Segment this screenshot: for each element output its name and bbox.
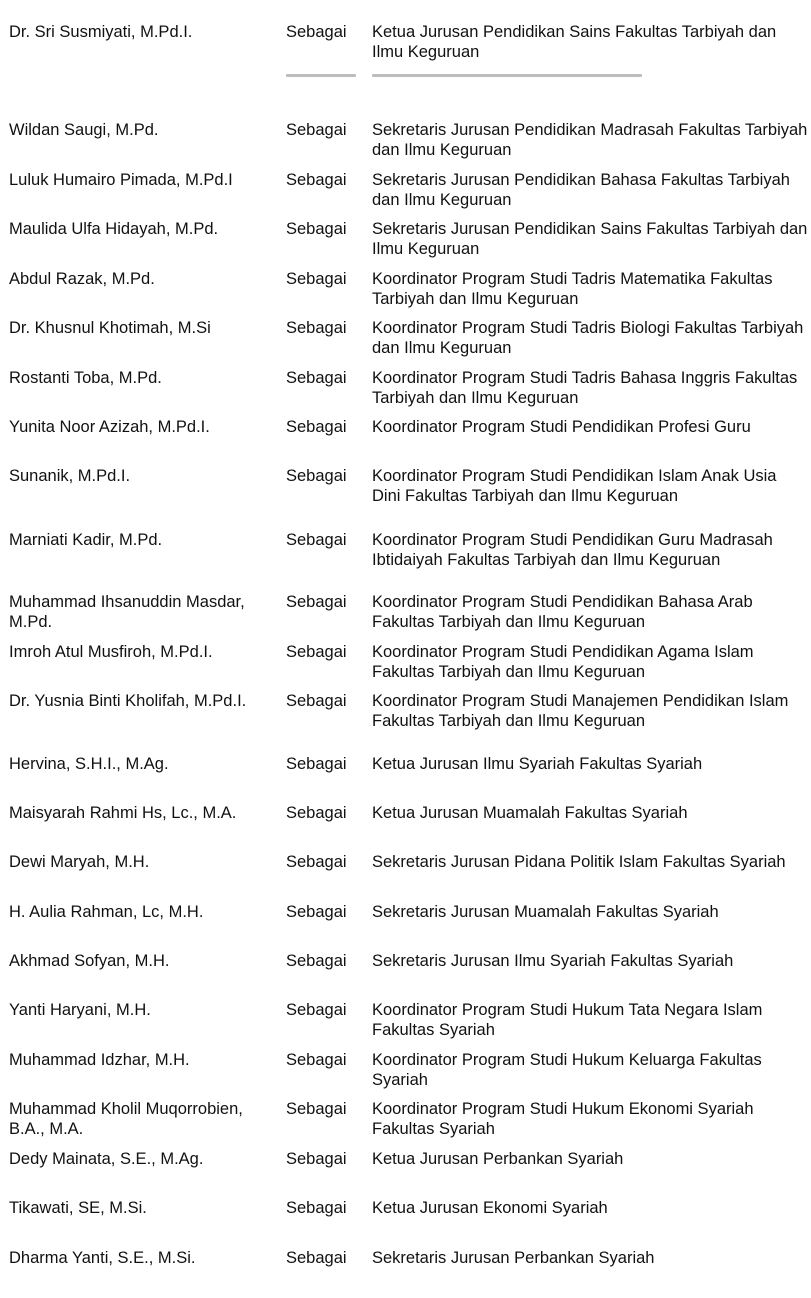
- person-name: Sunanik, M.Pd.I.: [9, 467, 131, 485]
- person-name: Akhmad Sofyan, M.H.: [9, 952, 170, 970]
- role-text: Koordinator Program Studi Tadris Biologi Fakultas Tarbiyah dan Ilmu Keguruan: [372, 319, 804, 357]
- sebagai-label: Sebagai: [286, 952, 347, 970]
- role-text: Ketua Jurusan Muamalah Fakultas Syariah: [372, 804, 688, 822]
- sebagai-label: Sebagai: [286, 593, 347, 611]
- role-text: Ketua Jurusan Ekonomi Syariah: [372, 1199, 608, 1217]
- role-text: Ketua Jurusan Perbankan Syariah: [372, 1150, 624, 1168]
- sebagai-label: Sebagai: [286, 121, 347, 139]
- person-name: Dr. Khusnul Khotimah, M.Si: [9, 319, 211, 337]
- person-name: Marniati Kadir, M.Pd.: [9, 531, 163, 549]
- sebagai-label: Sebagai: [286, 220, 347, 238]
- role-text: Sekretaris Jurusan Muamalah Fakultas Syariah: [372, 903, 719, 921]
- role-text: Koordinator Program Studi Tadris Matematika Fakultas Tarbiyah dan Ilmu Keguruan: [372, 270, 773, 308]
- role-text: Sekretaris Jurusan Pendidikan Bahasa Fakultas Tarbiyah dan Ilmu Keguruan: [372, 171, 790, 209]
- sebagai-label: Sebagai: [286, 804, 347, 822]
- role-text: Koordinator Program Studi Pendidikan Islam Anak Usia Dini Fakultas Tarbiyah dan Ilmu Keguruan: [372, 467, 777, 505]
- sebagai-label: Sebagai: [286, 319, 347, 337]
- role-text: Koordinator Program Studi Manajemen Pendidikan Islam Fakultas Tarbiyah dan Ilmu Keguruan: [372, 692, 789, 730]
- sebagai-label: Sebagai: [286, 1150, 347, 1168]
- role-text: Koordinator Program Studi Hukum Tata Negara Islam Fakultas Syariah: [372, 1001, 763, 1039]
- sebagai-label: Sebagai: [286, 1199, 347, 1217]
- sebagai-label: Sebagai: [286, 1249, 347, 1267]
- sebagai-label: Sebagai: [286, 903, 347, 921]
- cut-off-text-fragment: [286, 72, 356, 78]
- sebagai-label: Sebagai: [286, 531, 347, 549]
- role-text: Sekretaris Jurusan Pendidikan Madrasah Fakultas Tarbiyah dan Ilmu Keguruan: [372, 121, 808, 159]
- person-name: Dedy Mainata, S.E., M.Ag.: [9, 1150, 204, 1168]
- sebagai-label: Sebagai: [286, 467, 347, 485]
- person-name: Muhammad Kholil Muqorrobien, B.A., M.A.: [9, 1100, 243, 1138]
- person-name: Maisyarah Rahmi Hs, Lc., M.A.: [9, 804, 237, 822]
- person-name: Hervina, S.H.I., M.Ag.: [9, 755, 169, 773]
- role-text: Koordinator Program Studi Pendidikan Guru Madrasah Ibtidaiyah Fakultas Tarbiyah dan Ilmu Keguruan: [372, 531, 773, 569]
- person-name: Muhammad Idzhar, M.H.: [9, 1051, 190, 1069]
- person-name: Dr. Yusnia Binti Kholifah, M.Pd.I.: [9, 692, 247, 710]
- person-name: Yunita Noor Azizah, M.Pd.I.: [9, 418, 210, 436]
- sebagai-label: Sebagai: [286, 23, 347, 41]
- person-name: Rostanti Toba, M.Pd.: [9, 369, 162, 387]
- person-name: Luluk Humairo Pimada, M.Pd.I: [9, 171, 233, 189]
- role-text: Ketua Jurusan Pendidikan Sains Fakultas Tarbiyah dan Ilmu Keguruan: [372, 23, 777, 61]
- person-name: Muhammad Ihsanuddin Masdar, M.Pd.: [9, 593, 245, 631]
- cut-off-text-fragment: [372, 72, 642, 78]
- sebagai-label: Sebagai: [286, 1100, 347, 1118]
- role-text: Koordinator Program Studi Pendidikan Profesi Guru: [372, 418, 751, 436]
- sebagai-label: Sebagai: [286, 755, 347, 773]
- role-text: Koordinator Program Studi Hukum Ekonomi Syariah Fakultas Syariah: [372, 1100, 754, 1138]
- person-name: Tikawati, SE, M.Si.: [9, 1199, 147, 1217]
- role-text: Sekretaris Jurusan Pendidikan Sains Fakultas Tarbiyah dan Ilmu Keguruan: [372, 220, 808, 258]
- role-text: Sekretaris Jurusan Perbankan Syariah: [372, 1249, 655, 1267]
- sebagai-label: Sebagai: [286, 369, 347, 387]
- person-name: Dr. Sri Susmiyati, M.Pd.I.: [9, 23, 193, 41]
- role-text: Koordinator Program Studi Tadris Bahasa Inggris Fakultas Tarbiyah dan Ilmu Keguruan: [372, 369, 798, 407]
- sebagai-label: Sebagai: [286, 270, 347, 288]
- person-name: Wildan Saugi, M.Pd.: [9, 121, 159, 139]
- role-text: Koordinator Program Studi Pendidikan Agama Islam Fakultas Tarbiyah dan Ilmu Keguruan: [372, 643, 754, 681]
- role-text: Sekretaris Jurusan Ilmu Syariah Fakultas Syariah: [372, 952, 734, 970]
- role-text: Sekretaris Jurusan Pidana Politik Islam Fakultas Syariah: [372, 853, 786, 871]
- sebagai-label: Sebagai: [286, 418, 347, 436]
- sebagai-label: Sebagai: [286, 1051, 347, 1069]
- sebagai-label: Sebagai: [286, 1001, 347, 1019]
- sebagai-label: Sebagai: [286, 171, 347, 189]
- sebagai-label: Sebagai: [286, 692, 347, 710]
- person-name: Imroh Atul Musfiroh, M.Pd.I.: [9, 643, 213, 661]
- person-name: Abdul Razak, M.Pd.: [9, 270, 155, 288]
- role-text: Koordinator Program Studi Hukum Keluarga Fakultas Syariah: [372, 1051, 762, 1089]
- role-text: Ketua Jurusan Ilmu Syariah Fakultas Syariah: [372, 755, 703, 773]
- sebagai-label: Sebagai: [286, 853, 347, 871]
- sebagai-label: Sebagai: [286, 643, 347, 661]
- person-name: Dharma Yanti, S.E., M.Si.: [9, 1249, 196, 1267]
- person-name: H. Aulia Rahman, Lc, M.H.: [9, 903, 204, 921]
- person-name: Yanti Haryani, M.H.: [9, 1001, 151, 1019]
- person-name: Maulida Ulfa Hidayah, M.Pd.: [9, 220, 219, 238]
- person-name: Dewi Maryah, M.H.: [9, 853, 150, 871]
- role-text: Koordinator Program Studi Pendidikan Bahasa Arab Fakultas Tarbiyah dan Ilmu Keguruan: [372, 593, 753, 631]
